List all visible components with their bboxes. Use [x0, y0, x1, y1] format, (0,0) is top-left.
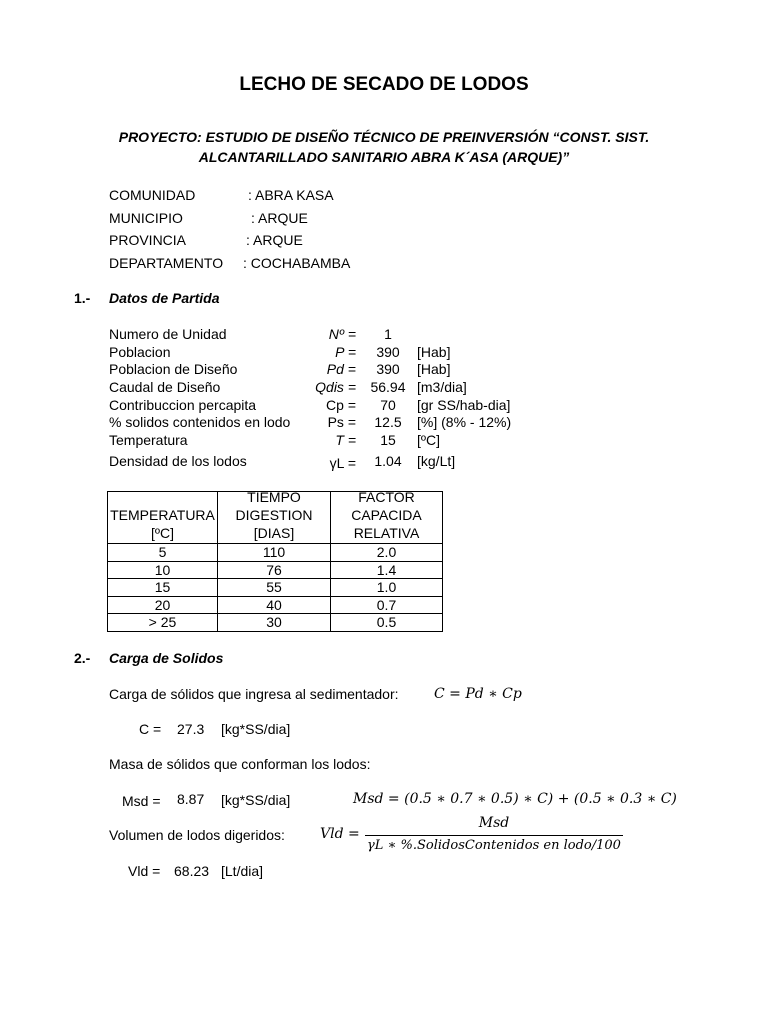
header-line: TIEMPO: [247, 492, 301, 505]
c-unit: [kg*SS/dia]: [221, 721, 291, 737]
param-name: Poblacion de Diseño: [109, 361, 238, 377]
location-value: : COCHABAMBA: [243, 255, 351, 271]
table-row: [108, 596, 443, 614]
param-value: 15: [380, 432, 396, 448]
formula-msd: Msd = (0.5 ∗ 0.7 ∗ 0.5) ∗ C) + (0.5 ∗ 0.3 ∗ C): [353, 791, 677, 807]
table-cell: 76: [218, 561, 331, 579]
digestion-table: [107, 491, 443, 632]
table-cell: > 25: [108, 614, 218, 632]
section-2-title: Carga de Solidos: [109, 650, 224, 666]
param-unit: [%] (8% - 12%): [417, 414, 512, 430]
param-value: 390: [376, 344, 400, 360]
mass-solids-text: Masa de sólidos que conforman los lodos:: [109, 756, 371, 772]
table-row: [108, 614, 443, 632]
formula-vld-numerator: Msd: [478, 815, 510, 831]
table-cell: 5: [108, 544, 218, 562]
location-value: : ABRA KASA: [248, 187, 334, 203]
table-header-row: [108, 492, 443, 544]
param-symbol: Ps =: [327, 414, 356, 430]
formula-solids-load: [434, 686, 522, 702]
location-value: : ARQUE: [246, 232, 303, 248]
formula-vld-denominator: γL ∗ %.SolidosContenidos en lodo/100: [367, 838, 621, 853]
param-unit: [kg/Lt]: [417, 453, 456, 469]
table-cell: 10: [108, 561, 218, 579]
param-unit: [ºC]: [417, 432, 441, 448]
header-line: TEMPERATURA: [110, 507, 215, 523]
table-cell: 55: [218, 579, 331, 597]
param-symbol: Cp =: [326, 397, 356, 413]
formula-vld-lhs: Vld =: [320, 826, 360, 842]
project-line-1: PROYECTO: ESTUDIO DE DISEÑO TÉCNICO DE PREINVERSIÓN “CONST. SIST.: [118, 129, 650, 145]
param-symbol: P =: [335, 344, 356, 360]
vld-unit: [Lt/dia]: [221, 863, 264, 879]
location-label: PROVINCIA: [109, 232, 187, 248]
table-cell: 30: [218, 614, 331, 632]
param-value: 1: [384, 326, 392, 342]
param-value: 390: [376, 361, 400, 377]
section-2-number: 2.-: [74, 650, 91, 666]
section-1-number: 1.-: [74, 290, 91, 306]
param-symbol: T =: [335, 432, 356, 448]
digested-volume-text: Volumen de lodos digeridos:: [109, 827, 285, 843]
header-line: [ºC]: [150, 525, 174, 541]
table-cell: 0.5: [331, 614, 443, 632]
param-value: 56.94: [370, 379, 406, 395]
param-unit: [gr SS/hab-dia]: [417, 397, 511, 413]
formula-text: C = Pd ∗ Cp: [434, 686, 522, 702]
table-row: [108, 544, 443, 562]
param-symbol: γL =: [329, 455, 356, 471]
msd-value: 8.87: [177, 791, 205, 807]
msd-unit: [kg*SS/dia]: [221, 792, 291, 808]
header-line: [DIAS]: [253, 525, 295, 541]
solids-load-text: Carga de sólidos que ingresa al sedimentador:: [109, 686, 399, 702]
table-header-cell: [108, 492, 218, 544]
table-cell: 2.0: [331, 544, 443, 562]
header-line: DIGESTION: [235, 507, 313, 523]
param-value: 1.04: [374, 453, 402, 469]
table-cell: 15: [108, 579, 218, 597]
location-label: MUNICIPIO: [109, 210, 183, 226]
header-line: RELATIVA: [353, 525, 420, 541]
param-name: Contribuccion percapita: [109, 397, 257, 413]
param-symbol: Qdis =: [315, 379, 356, 395]
page-title: LECHO DE SECADO DE LODOS: [239, 74, 529, 95]
project-line-2: ALCANTARILLADO SANITARIO ABRA K´ASA (ARQUE)”: [198, 149, 570, 165]
table-cell: 110: [218, 544, 331, 562]
c-value: 27.3: [177, 721, 205, 737]
param-symbol: Nº =: [328, 326, 356, 342]
fraction-bar: [365, 835, 623, 836]
location-value: : ARQUE: [251, 210, 308, 226]
table-cell: 1.0: [331, 579, 443, 597]
vld-label: Vld =: [128, 863, 161, 879]
table-cell: 0.7: [331, 596, 443, 614]
table-row: [108, 561, 443, 579]
msd-label: Msd =: [122, 793, 161, 809]
c-label: C =: [139, 721, 162, 737]
location-label: DEPARTAMENTO: [109, 255, 224, 271]
header-line: CAPACIDA: [351, 507, 422, 523]
param-unit: [Hab]: [417, 344, 451, 360]
header-line: FACTOR: [358, 492, 415, 505]
vld-value: 68.23: [174, 863, 210, 879]
section-1-title: Datos de Partida: [109, 290, 220, 306]
table-cell: 40: [218, 596, 331, 614]
param-value: 70: [380, 397, 396, 413]
param-value: 12.5: [374, 414, 402, 430]
table-row: [108, 579, 443, 597]
param-unit: [m3/dia]: [417, 379, 467, 395]
param-name: Temperatura: [109, 432, 188, 448]
table-header-cell: [331, 492, 443, 544]
table-cell: 1.4: [331, 561, 443, 579]
param-name: Densidad de los lodos: [109, 453, 247, 469]
table-cell: 20: [108, 596, 218, 614]
param-name: % solidos contenidos en lodo: [109, 414, 291, 430]
param-name: Caudal de Diseño: [109, 379, 221, 395]
table-header-cell: [218, 492, 331, 544]
param-unit: [Hab]: [417, 361, 451, 377]
location-label: COMUNIDAD: [109, 187, 196, 203]
param-name: Poblacion: [109, 344, 171, 360]
param-name: Numero de Unidad: [109, 326, 227, 342]
param-symbol: Pd =: [326, 361, 356, 377]
